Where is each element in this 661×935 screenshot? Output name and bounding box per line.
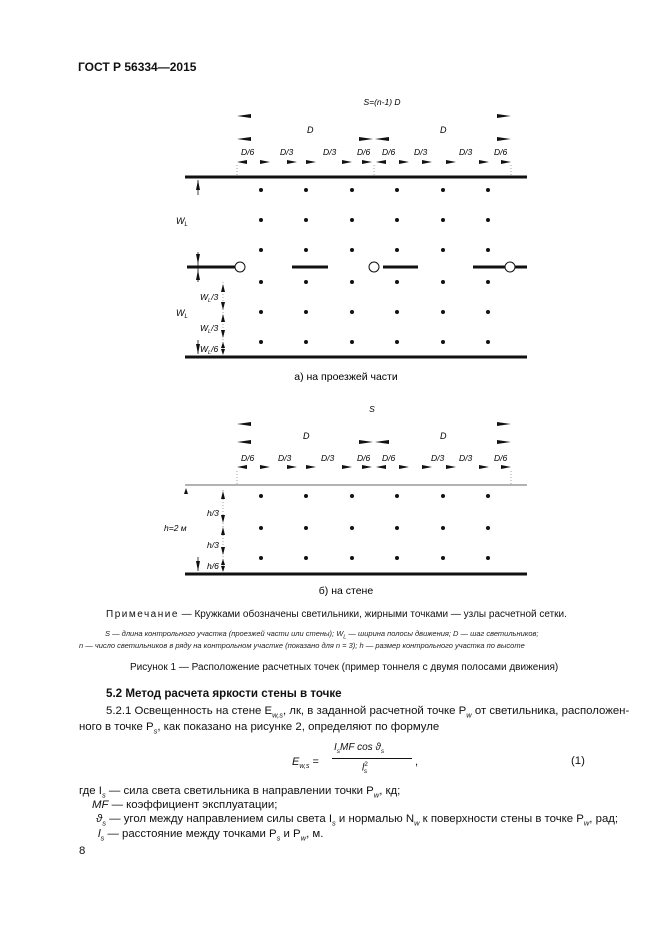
figure-a-diagram (0, 0, 661, 400)
spacing-label: D/6 (382, 453, 396, 463)
spacing-label: D/3 (459, 453, 473, 463)
arrow-right (497, 422, 511, 426)
arrow-right (497, 440, 511, 444)
fraction-bar (332, 758, 412, 759)
spacing-label: D/3 (431, 453, 445, 463)
wl-label: $W_L$ (176, 216, 188, 228)
wl-label: $W_L$ (176, 308, 188, 320)
arrow-right (497, 114, 511, 118)
figure-caption: Рисунок 1 — Расположение расчетных точек (пример тоннеля с двумя полосами движения) (130, 662, 559, 673)
figure-a-d-label: D (440, 125, 447, 135)
figure-b-s-label: S (369, 404, 375, 414)
spacing-label: D/3 (414, 147, 428, 157)
wl3-label: $W_L/3$ (200, 323, 219, 335)
h6-label: h/6 (207, 561, 219, 571)
arrow-left (237, 440, 251, 444)
spacing-label: D/6 (241, 453, 255, 463)
arrow-left (375, 137, 389, 141)
note-text: — Кружками обозначены светильники, жирными точками — узлы расчетной сетки. (178, 609, 567, 620)
spacing-label: D/6 (357, 147, 371, 157)
paragraph-line-2: ного в точке $P_s$, как показано на рисунке 2, определяют по формуле (79, 721, 440, 736)
luminaire (369, 262, 379, 272)
spacing-label: D/6 (494, 453, 508, 463)
figure-a-caption: а) на проезжей части (294, 371, 398, 383)
spacing-label: D/3 (280, 147, 294, 157)
figure-a-s-label: S=(n-1) D (363, 97, 401, 107)
spacing-label: D/3 (323, 147, 337, 157)
legend-line-2: n — число светильников в ряду на контрольном участке (показано для n = 3); h — размер контрольного участка по высоте (79, 641, 525, 650)
figure-b-d-label: D (440, 431, 447, 441)
h-third-markers (221, 490, 225, 572)
figure-note (106, 609, 567, 620)
h3-label: h/3 (207, 540, 219, 550)
spacing-arrows-b (237, 465, 511, 469)
arrow-left (237, 114, 251, 118)
figure-b-caption: б) на стене (318, 585, 374, 597)
arrow-right (359, 440, 373, 444)
definition-line: $l_s$ — расстояние между точками $P_s$ и $P_w$, м. (98, 828, 324, 843)
wl6-label: $W_L/6$ (200, 344, 219, 356)
h3-label: h/3 (207, 508, 219, 518)
h-label: h=2 м (164, 523, 187, 533)
formula-number: (1) (571, 755, 585, 767)
definition-line: MF — коэффициент эксплуатации; (92, 799, 278, 811)
section-title: 5.2 Метод расчета яркости стены в точке (106, 687, 342, 700)
page-number: 8 (79, 845, 86, 857)
spacing-label: D/3 (321, 453, 335, 463)
luminaire (505, 262, 515, 272)
luminaire (235, 262, 245, 272)
figure-b-d-label: D (303, 431, 310, 441)
note-label: Примечание (106, 609, 179, 620)
wl3-label: $W_L/3$ (200, 292, 219, 304)
grid-nodes-b (259, 494, 490, 560)
figure-a-d-label: D (307, 125, 314, 135)
wl-third-markers (221, 282, 225, 355)
definition-line: $ϑ_s$ — угол между направлением силы света $I_s$ и нормалью $N_w$ к поверхности стены в точке $P_w$, рад; (96, 813, 619, 828)
definition-line: где $I_s$ — сила света светильника в направлении точки $P_w$, кд; (79, 785, 401, 800)
spacing-label: D/6 (357, 453, 371, 463)
figure-b-diagram (0, 395, 661, 605)
formula-denominator: $l^2_s$ (362, 761, 368, 776)
arrow-left (375, 440, 389, 444)
formula-lhs: $E_{w,s}$ = (292, 756, 319, 771)
legend-line-1: S — длина контрольного участка (проезжей части или стены); $W_L$ — ширина полосы движения; D — шаг светильников; (105, 629, 539, 641)
formula-numerator: $I_sMF$ $\cos ϑ_s$ (334, 742, 385, 755)
arrow-right (497, 137, 511, 141)
arrow-right (359, 137, 373, 141)
spacing-label: D/6 (382, 147, 396, 157)
arrow-down (184, 488, 188, 494)
arrow-left (237, 422, 251, 426)
spacing-arrows-a (237, 160, 511, 164)
spacing-label: D/3 (278, 453, 292, 463)
arrow-left (237, 137, 251, 141)
spacing-label: D/6 (241, 147, 255, 157)
document-header: ГОСТ Р 56334—2015 (78, 60, 197, 74)
spacing-label: D/3 (459, 147, 473, 157)
spacing-label: D/6 (494, 147, 508, 157)
paragraph-line-1: 5.2.1 Освещенность на стене $E_{w,s}$, лк, в заданной расчетной точке $P_w$ от светильника, расположен- (106, 705, 630, 720)
